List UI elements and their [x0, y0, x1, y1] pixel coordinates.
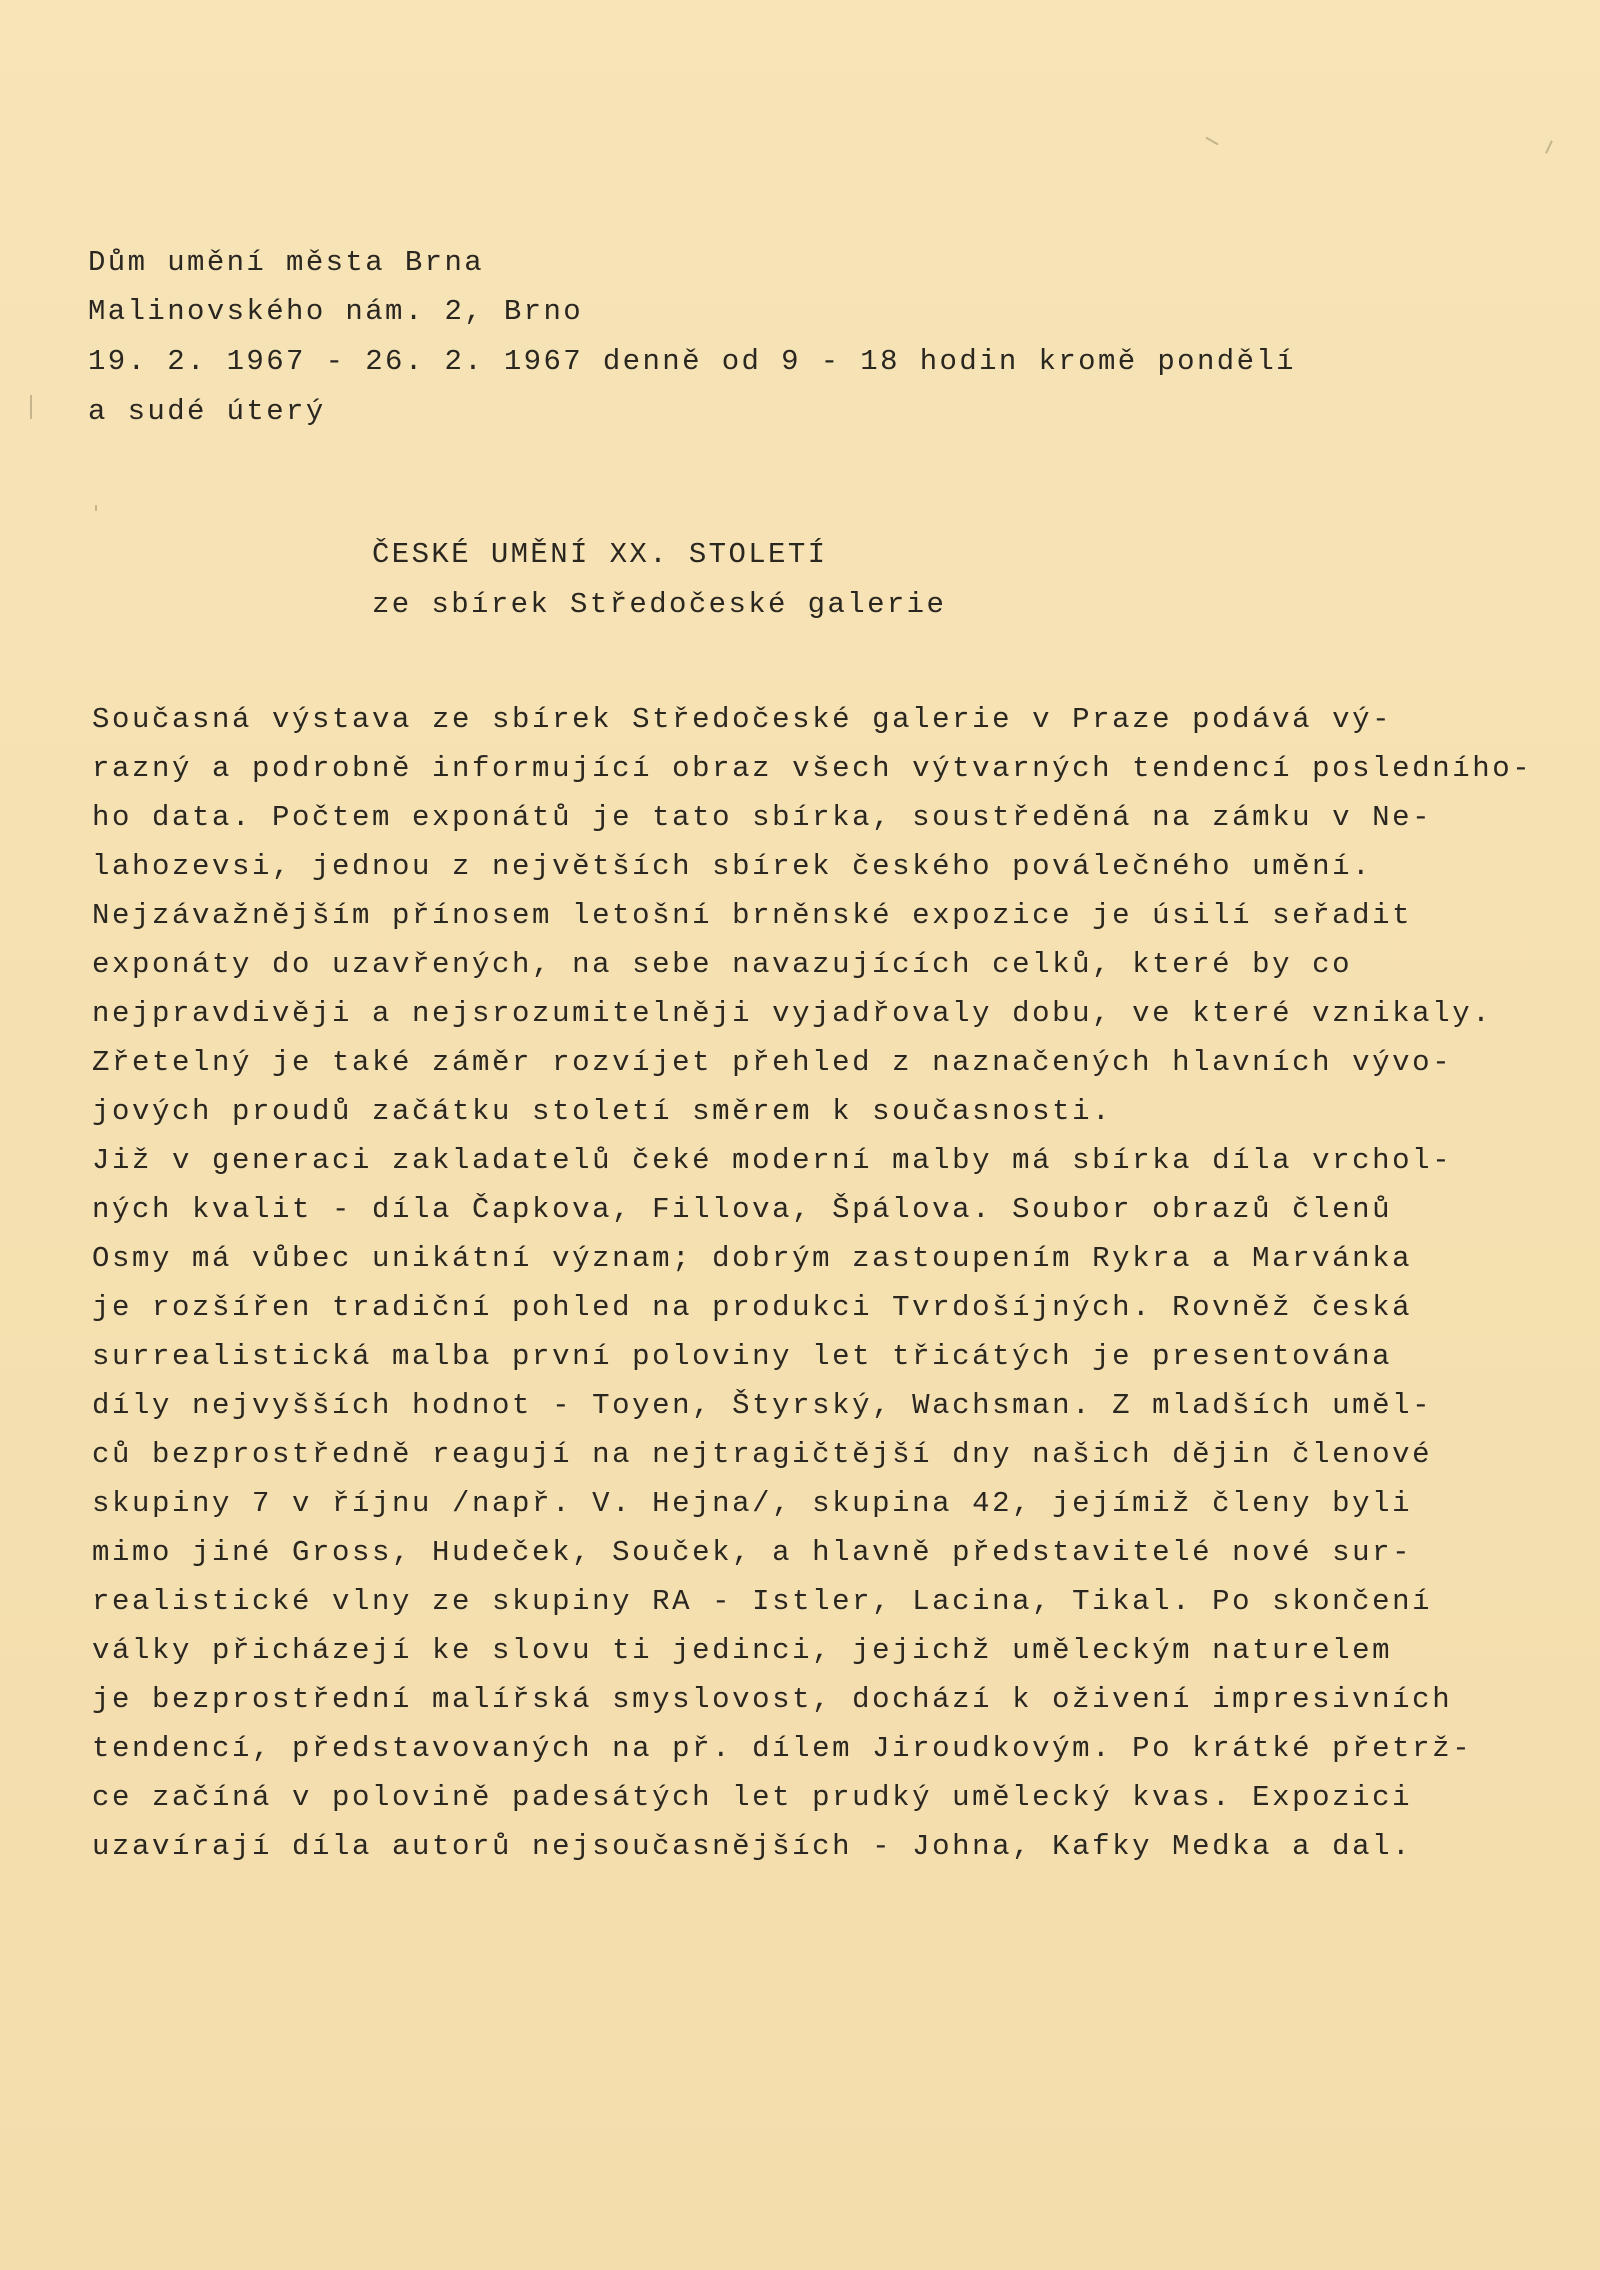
body-line: ců bezprostředně reagují na nejtragičtější dny našich dějin členové [92, 1438, 1433, 1471]
header-line: 19. 2. 1967 - 26. 2. 1967 denně od 9 - 18 hodin kromě pondělí [88, 345, 1296, 378]
body-line: tendencí, představovaných na př. dílem Jiroudkovým. Po krátké přetrž- [92, 1732, 1473, 1765]
body-line: války přicházejí ke slovu ti jedinci, jejichž uměleckým naturelem [92, 1634, 1393, 1667]
body-line: surrealistická malba první poloviny let třicátých je presentována [92, 1340, 1393, 1373]
paper-speck [30, 395, 32, 419]
body-line: je rozšířen tradiční pohled na produkci Tvrdošíjných. Rovněž česká [92, 1291, 1413, 1324]
header-line: a sudé úterý [88, 395, 326, 428]
title-sub: ze sbírek Středočeské galerie [372, 588, 947, 621]
body-line: je bezprostřední malířská smyslovost, dochází k oživení impresivních [92, 1683, 1453, 1716]
body-line: exponáty do uzavřených, na sebe navazujících celků, které by co [92, 948, 1353, 981]
body-line: Současná výstava ze sbírek Středočeské galerie v Praze podává vý- [92, 703, 1393, 736]
paper-speck [95, 505, 97, 511]
body-line: Již v generaci zakladatelů čeké moderní malby má sbírka díla vrchol- [92, 1144, 1453, 1177]
body-line: uzavírají díla autorů nejsoučasnějších - Johna, Kafky Medka a dal. [92, 1830, 1413, 1863]
body-line: razný a podrobně informující obraz všech výtvarných tendencí posledního- [92, 752, 1533, 785]
body-line: Nejzávažnějším přínosem letošní brněnské expozice je úsilí seřadit [92, 899, 1413, 932]
header-line: Malinovského nám. 2, Brno [88, 295, 584, 328]
body-line: Osmy má vůbec unikátní význam; dobrým zastoupením Rykra a Marvánka [92, 1242, 1413, 1275]
paper-speck [1545, 140, 1553, 154]
body-line: skupiny 7 v říjnu /např. V. Hejna/, skupina 42, jejímiž členy byli [92, 1487, 1413, 1520]
body-line: realistické vlny ze skupiny RA - Istler, Lacina, Tikal. Po skončení [92, 1585, 1433, 1618]
body-line: Zřetelný je také záměr rozvíjet přehled z naznačených hlavních vývo- [92, 1046, 1453, 1079]
body-line: mimo jiné Gross, Hudeček, Souček, a hlavně představitelé nové sur- [92, 1536, 1413, 1569]
paper-speck [1205, 137, 1218, 146]
body-line: lahozevsi, jednou z největších sbírek českého poválečného umění. [92, 850, 1373, 883]
body-line: díly nejvyšších hodnot - Toyen, Štyrský, Wachsman. Z mladších uměl- [92, 1389, 1433, 1422]
body-line: ce začíná v polovině padesátých let prudký umělecký kvas. Expozici [92, 1781, 1413, 1814]
body-line: ho data. Počtem exponátů je tato sbírka, soustředěná na zámku v Ne- [92, 801, 1433, 834]
body-line: nejpravdivěji a nejsrozumitelněji vyjadřovaly dobu, ve které vznikaly. [92, 997, 1493, 1030]
body-line: ných kvalit - díla Čapkova, Fillova, Špálova. Soubor obrazů členů [92, 1193, 1393, 1226]
header-line: Dům umění města Brna [88, 246, 485, 279]
title-main: ČESKÉ UMĚNÍ XX. STOLETÍ [372, 538, 828, 571]
body-line: jových proudů začátku století směrem k současnosti. [92, 1095, 1113, 1128]
